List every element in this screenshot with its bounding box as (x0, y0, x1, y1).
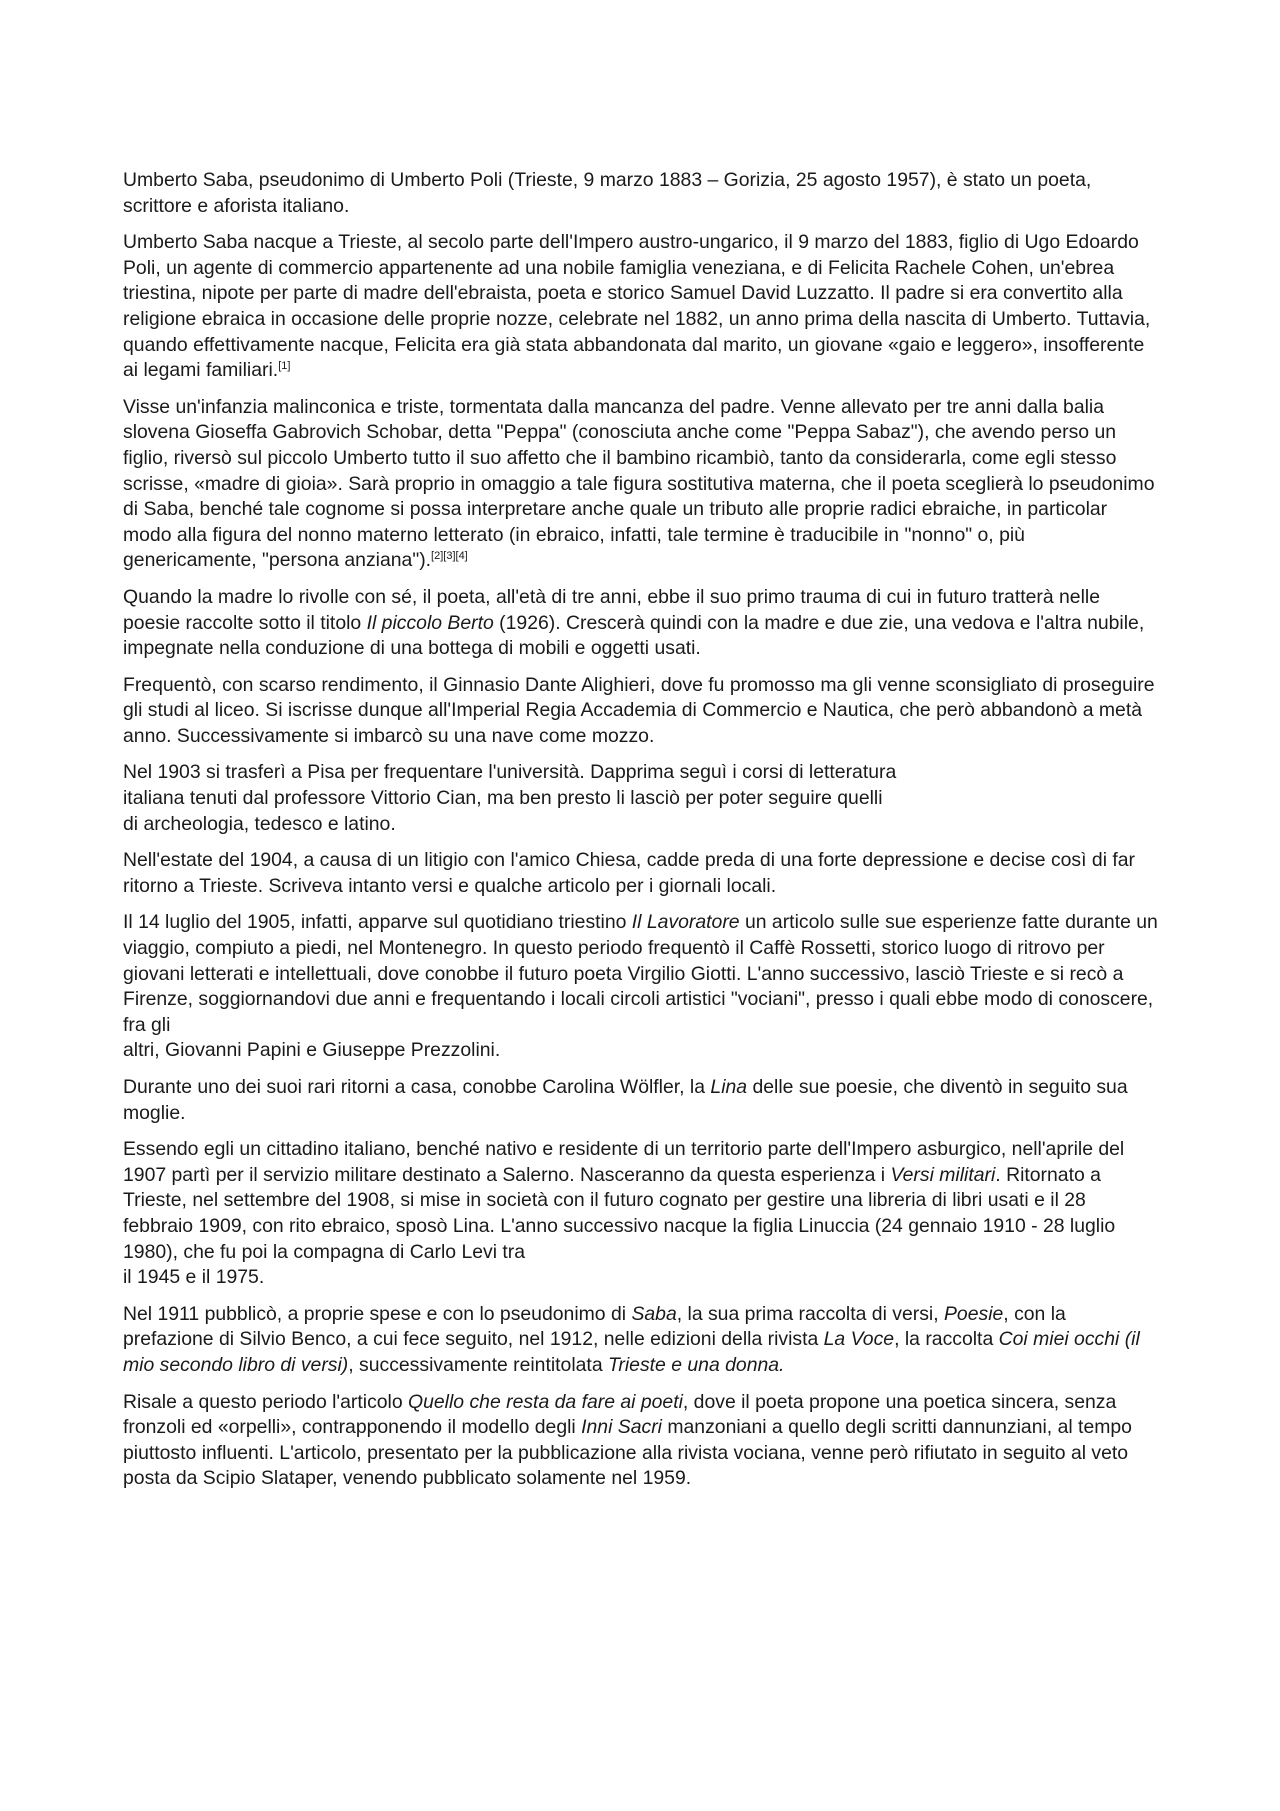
italic-title: Versi militari (890, 1163, 996, 1186)
paragraph (123, 760, 1158, 837)
italic-title: Poesie (944, 1302, 1004, 1325)
italic-title: Il piccolo Berto (366, 611, 494, 634)
text-run: altri, Giovanni Papini e Giuseppe Prezzolini. (123, 1039, 501, 1062)
paragraph (123, 673, 1158, 750)
text-run: delle sue poesie, che diventò in seguito sua moglie. (123, 1076, 1128, 1124)
footnote-reference[interactable]: [1] (278, 360, 291, 373)
text-run: manzoniani a quello degli scritti dannunziani, al tempo piuttosto influenti. L'articolo, presentato per la pubblicazione alla rivista vociana, venne però rifiutato in seguito al veto posta da Scipio Slataper, venendo pubblicato solamente nel 1959. (123, 1416, 1132, 1490)
paragraph (123, 1390, 1158, 1492)
italic-title: La Voce (823, 1328, 895, 1351)
text-run: , successivamente reintitolata (348, 1353, 608, 1376)
text-run: di archeologia, tedesco e latino. (123, 812, 396, 835)
text-run: Essendo egli un cittadino italiano, benché nativo e residente di un territorio parte dell'Impero asburgico, nell'aprile del 1907 partì per il servizio militare destinato a Salerno. Nasceranno da questa esperienza i (123, 1138, 1125, 1186)
text-run: un articolo sulle sue esperienze fatte durante un viaggio, compiuto a piedi, nel Montenegro. In questo periodo frequentò il Caffè Rossetti, storico luogo di ritrovo per giovani letterati e intellettuali, dove conobbe il futuro poeta Virgilio Giotti. L'anno successivo, lasciò Trieste e si recò a Firenze, soggiornandovi due anni e frequentando i locali circoli artistici "vociani", presso i quali ebbe modo di conoscere, fra gli (123, 911, 1158, 1036)
footnote-reference[interactable]: [2][3][4] (431, 550, 468, 563)
text-run: Quando la madre lo rivolle con sé, il poeta, all'età di tre anni, ebbe il suo primo trauma di cui in futuro tratterà nelle poesie raccolte sotto il titolo (123, 585, 1100, 634)
text-run: Risale a questo periodo l'articolo (123, 1390, 409, 1413)
text-run: , la sua prima raccolta di versi, (676, 1302, 944, 1325)
text-run: italiana tenuti dal professore Vittorio Cian, ma ben presto li lasciò per poter seguire quelli (123, 787, 883, 810)
text-run: Il 14 luglio del 1905, infatti, apparve sul quotidiano triestino (123, 911, 632, 934)
text-run: (1926). Crescerà quindi con la madre e due zie, una vedova e l'altra nubile, impegnate nella conduzione di una bottega di mobili e oggetti usati. (123, 611, 1145, 660)
text-run: . Ritornato a Trieste, nel settembre del 1908, si mise in società con il futuro cognato per gestire una libreria di libri usati e il 28 febbraio 1909, con rito ebraico, sposò Lina. L'anno successivo nacque la figlia Linuccia (24 gennaio 1910 - 28 luglio 1980), che fu poi la compagna di Carlo Levi tra (123, 1163, 1116, 1263)
paragraph (123, 1075, 1158, 1126)
paragraph (123, 395, 1158, 574)
text-run: Umberto Saba nacque a Trieste, al secolo parte dell'Impero austro-ungarico, il 9 marzo del 1883, figlio di Ugo Edoardo Poli, un agente di commercio appartenente ad una nobile famiglia veneziana, e di Felicita Rachele Cohen, un'ebrea triestina, nipote per parte di madre dell'ebraista, poeta e storico Samuel David Luzzatto. Il padre si era convertito alla religione ebraica in occasione delle proprie nozze, celebrate nel 1882, un anno prima della nascita di Umberto. Tuttavia, quando effettivamente nacque, Felicita era già stata abbandonata dal marito, un giovane «gaio e leggero», insofferente ai legami familiari. (123, 231, 1151, 382)
italic-title: Inni Sacri (581, 1416, 662, 1439)
text-run: il 1945 e il 1975. (123, 1266, 265, 1289)
paragraph (123, 1302, 1158, 1379)
paragraph (123, 168, 1158, 219)
article-body (123, 168, 1158, 1492)
text-run: Durante uno dei suoi rari ritorni a casa, conobbe Carolina Wölfler, la (123, 1076, 711, 1098)
paragraph (123, 848, 1158, 899)
text-run: Visse un'infanzia malinconica e triste, tormentata dalla mancanza del padre. Venne allevato per tre anni dalla balia slovena Gioseffa Gabrovich Schobar, detta "Peppa" (conosciuta anche come "Peppa Sabaz"), che avendo perso un figlio, riversò sul piccolo Umberto tutto il suo affetto che il bambino ricambiò, tanto da considerarla, come egli stesso scrisse, «madre di gioia». Sarà proprio in omaggio a tale figura sostitutiva materna, che il poeta sceglierà lo pseudonimo di Saba, benché tale cognome si possa interpretare anche quale un tributo alle proprie radici ebraiche, in particolar modo alla figura del nonno materno letterato (in ebraico, infatti, tale termine è traducibile in "nonno" o, più genericamente, "persona anziana"). (123, 395, 1155, 572)
text-run: Nel 1903 si trasferì a Pisa per frequentare l'università. Dapprima seguì i corsi di letteratura (123, 761, 897, 784)
text-run: , dove il poeta propone una poetica sincera, senza fronzoli ed «orpelli», contrapponendo il modello degli (123, 1390, 1117, 1439)
paragraph (123, 1137, 1158, 1291)
text-run: , la raccolta (894, 1328, 999, 1351)
italic-title: Coi miei occhi (il mio secondo libro di versi) (123, 1328, 1140, 1376)
text-run: Umberto Saba, pseudonimo di Umberto Poli (Trieste, 9 marzo 1883 – Gorizia, 25 agosto 1957), è stato un poeta, scrittore e aforista italiano. (123, 169, 1092, 217)
italic-title: Trieste e una donna. (608, 1353, 785, 1376)
text-run: Nel 1911 pubblicò, a proprie spese e con lo pseudonimo di (123, 1302, 632, 1325)
italic-title: Lina (710, 1076, 748, 1098)
paragraph (123, 230, 1158, 384)
paragraph (123, 910, 1158, 1064)
italic-title: Quello che resta da fare ai poeti (408, 1390, 683, 1413)
text-run: , con la prefazione di Silvio Benco, a cui fece seguito, nel 1912, nelle edizioni della rivista (123, 1302, 1066, 1351)
italic-title: Saba (631, 1302, 677, 1325)
paragraph (123, 585, 1158, 662)
text-run: Frequentò, con scarso rendimento, il Ginnasio Dante Alighieri, dove fu promosso ma gli venne sconsigliato di proseguire gli studi al liceo. Si iscrisse dunque all'Imperial Regia Accademia di Commercio e Nautica, che però abbandonò a metà anno. Successivamente si imbarcò su una nave come mozzo. (123, 673, 1155, 747)
text-run: Nell'estate del 1904, a causa di un litigio con l'amico Chiesa, cadde preda di una forte depressione e decise così di far ritorno a Trieste. Scriveva intanto versi e qualche articolo per i giornali locali. (123, 849, 1136, 897)
italic-title: Il Lavoratore (631, 911, 740, 934)
